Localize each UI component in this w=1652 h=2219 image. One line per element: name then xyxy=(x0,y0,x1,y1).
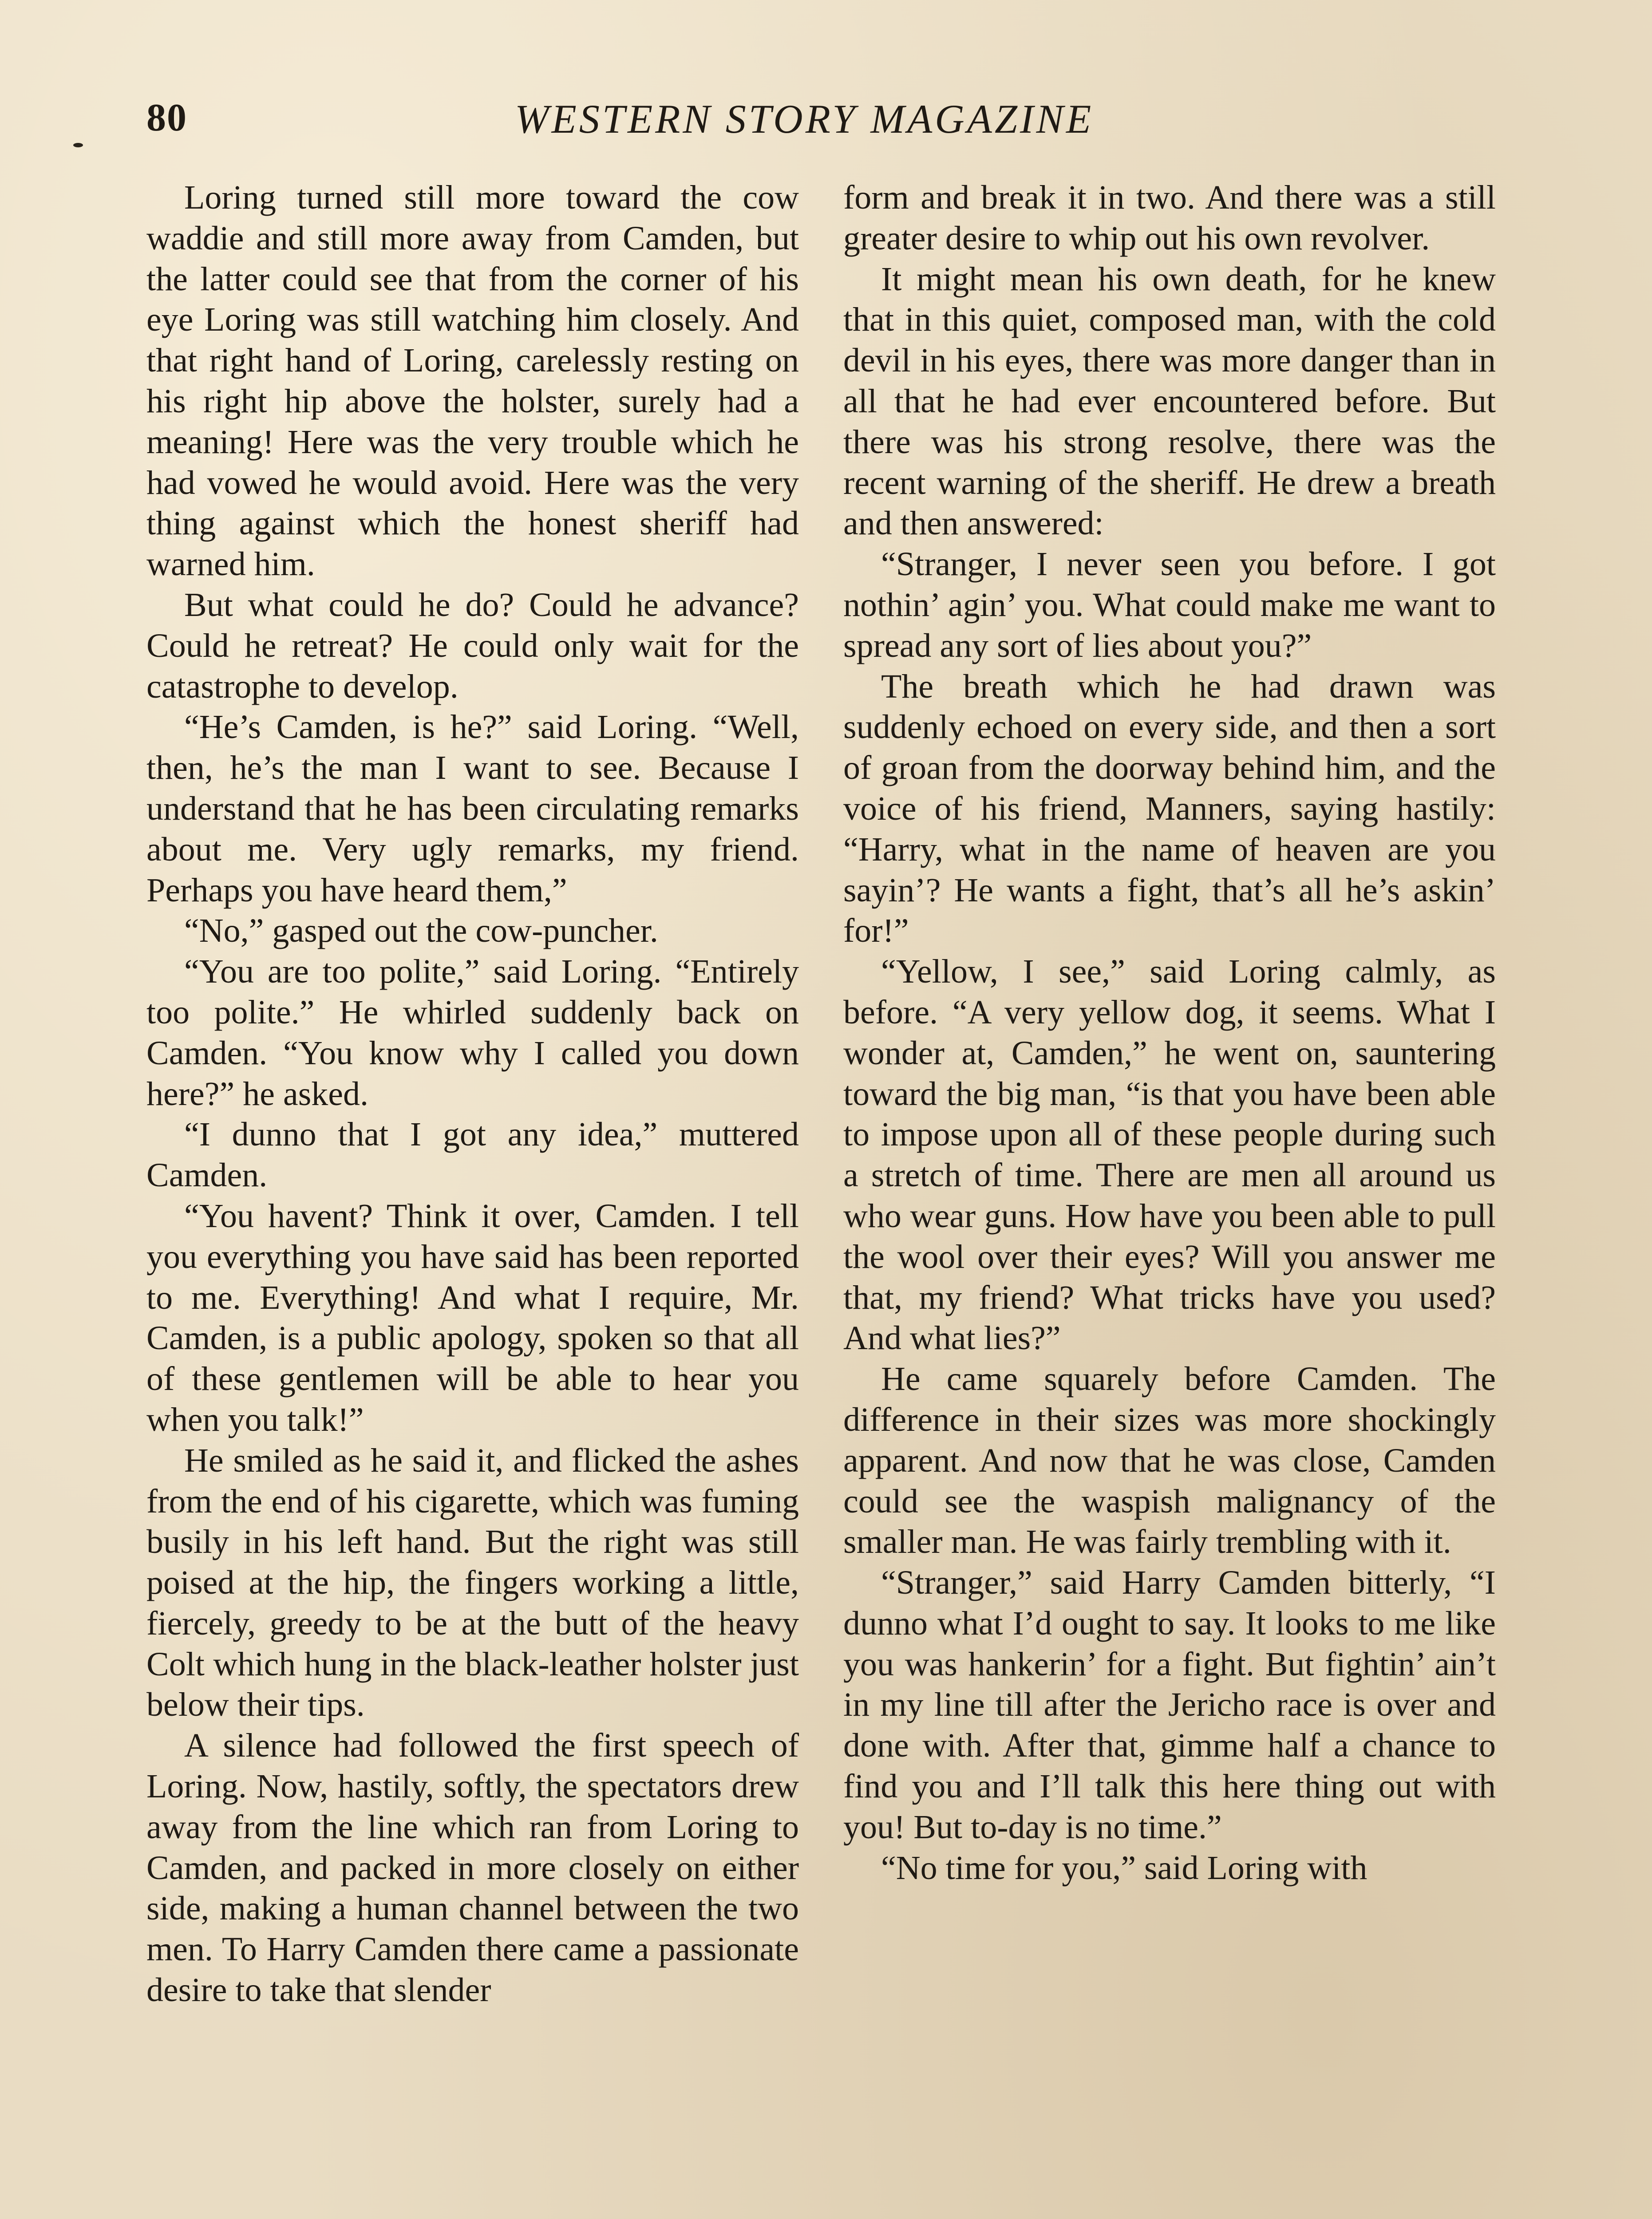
paragraph: “I dunno that I got any idea,” muttered Camden. xyxy=(146,1116,799,1194)
paragraph: “Stranger,” said Harry Camden bitterly, “I dunno what I’d ought to say. It looks to me like you was hankerin’ for a fight. But fightin’ ain’t in my line till after the Jericho race is over and done with. After that, gimme half a chance to find you and I’ll talk this here thing out with you! But to-day is no time.” xyxy=(843,1564,1496,1846)
paragraph: It might mean his own death, for he knew that in this quiet, composed man, with the cold devil in his eyes, there was more danger than in all that he had ever encountered before. But there was his strong resolve, there was the recent warning of the sheriff. He drew a breath and then answered: xyxy=(843,260,1496,542)
paragraph: Loring turned still more toward the cow waddie and still more away from Camden, but the latter could see that from the corner of his eye Loring was still watching him closely. And that right hand of Loring, carelessly resting on his right hip above the holster, surely had a meaning! Here was the very trouble which he had vowed he would avoid. Here was the very thing against which the honest sheriff had warned him. xyxy=(146,179,799,583)
page-number: 80 xyxy=(146,96,187,139)
paragraph: “Stranger, I never seen you before. I got nothin’ agin’ you. What could make me want to spread any sort of lies about you?” xyxy=(843,545,1496,664)
paragraph-continuation: form and break it in two. And there was a still greater desire to whip out his own revolver. xyxy=(843,179,1496,257)
paragraph: A silence had followed the first speech of Loring. Now, hastily, softly, the spectators drew away from the line which ran from Loring to Camden, and packed in more closely on either side, making a human channel between the two men. To Harry Camden there came a passionate desire to take that slender xyxy=(146,1727,799,2009)
right-column xyxy=(843,178,1496,2219)
paragraph: “You are too polite,” said Loring. “Entirely too polite.” He whirled suddenly back on Camden. “You know why I called you down here?” he asked. xyxy=(146,953,799,1113)
paragraph: “No,” gasped out the cow-puncher. xyxy=(184,912,658,950)
page-header xyxy=(146,95,1500,153)
ink-mark xyxy=(73,143,83,147)
paragraph: He came squarely before Camden. The difference in their sizes was more shockingly apparent. And now that he was close, Camden could see the waspish malignancy of the smaller man. He was fairly trembling with it. xyxy=(843,1360,1496,1561)
running-title: WESTERN STORY MAGAZINE xyxy=(515,96,1094,142)
paragraph: He smiled as he said it, and flicked the ashes from the end of his cigarette, which was fuming busily in his left hand. But the right was still poised at the hip, the fingers working a little, fiercely, greedy to be at the butt of the heavy Colt which hung in the black-leather holster just below their tips. xyxy=(146,1441,799,1724)
paragraph: “No time for you,” said Loring with xyxy=(881,1849,1367,1887)
paragraph: “He’s Camden, is he?” said Loring. “Well, then, he’s the man I want to see. Because I understand that he has been circulating remarks about me. Very ugly remarks, my friend. Perhaps you have heard them,” xyxy=(146,708,799,909)
paragraph: “You havent? Think it over, Camden. I tell you everything you have said has been reported to me. Everything! And what I require, Mr. Camden, is a public apology, spoken so that all of these gentlemen will be able to hear you when you talk!” xyxy=(146,1197,799,1438)
paragraph: But what could he do? Could he advance? Could he retreat? He could only wait for the catastrophe to develop. xyxy=(146,586,799,705)
left-column xyxy=(146,178,799,2219)
paragraph: The breath which he had drawn was suddenly echoed on every side, and then a sort of groan from the doorway behind him, and the voice of his friend, Manners, saying hastily: “Harry, what in the name of heaven are you sayin’? He wants a fight, that’s all he’s askin’ for!” xyxy=(843,667,1496,950)
paragraph: “Yellow, I see,” said Loring calmly, as before. “A very yellow dog, it seems. What I wonder at, Camden,” he went on, sauntering toward the big man, “is that you have been able to impose upon all of these people during such a stretch of time. There are men all around us who wear guns. How have you been able to pull the wool over their eyes? Will you answer me that, my friend? What tricks have you used? And what lies?” xyxy=(843,953,1496,1357)
